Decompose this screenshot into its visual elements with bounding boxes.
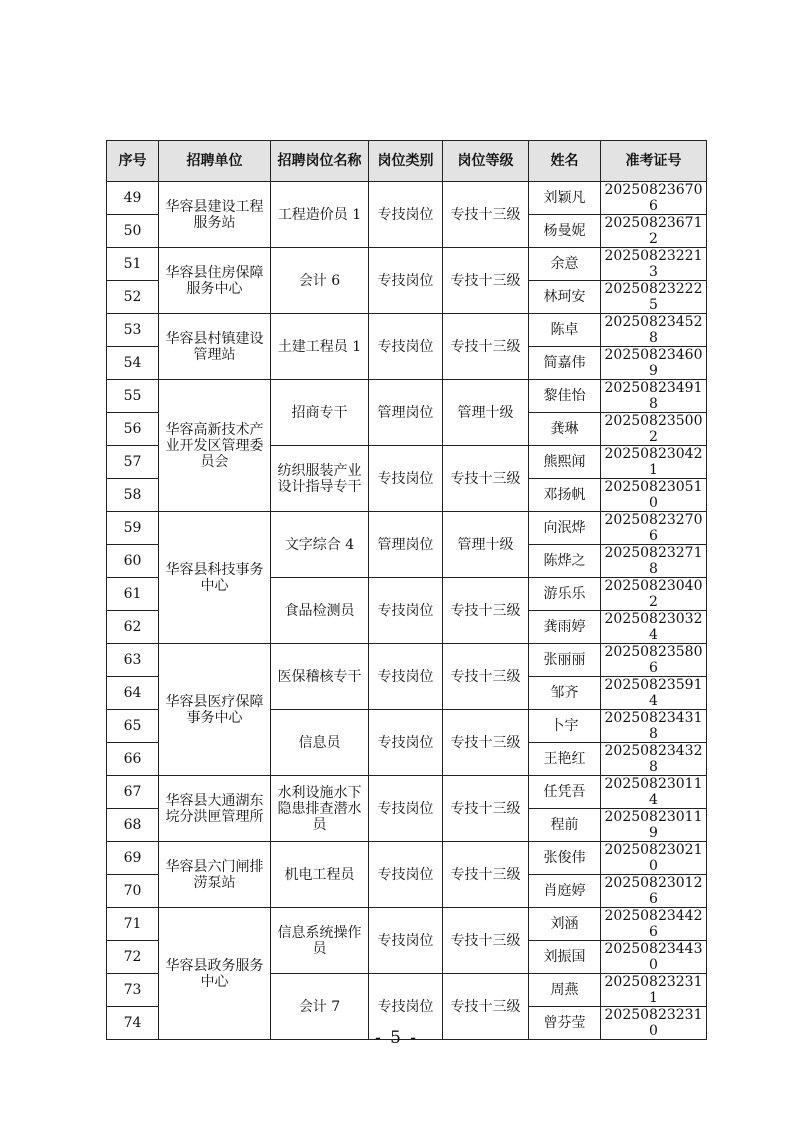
cell-category: 专技岗位 (369, 446, 443, 512)
cell-grade: 专技十三级 (443, 974, 529, 1040)
cell-ticket: 202508230324 (601, 611, 707, 644)
cell-serial: 55 (107, 380, 159, 413)
candidate-roster-table (106, 140, 707, 1040)
cell-name: 邓扬帆 (529, 479, 601, 512)
cell-ticket: 202508234528 (601, 314, 707, 347)
cell-ticket: 202508232225 (601, 281, 707, 314)
cell-category: 专技岗位 (369, 644, 443, 710)
header-ticket: 准考证号 (601, 141, 707, 182)
cell-unit: 华容县建设工程服务站 (159, 182, 271, 248)
cell-grade: 专技十三级 (443, 314, 529, 380)
table-row (107, 644, 707, 677)
cell-name: 任凭吾 (529, 776, 601, 809)
cell-unit: 华容县科技事务中心 (159, 512, 271, 644)
cell-ticket: 202508232311 (601, 974, 707, 1007)
cell-unit: 华容县村镇建设管理站 (159, 314, 271, 380)
page-number: - 5 - (374, 1028, 419, 1048)
cell-serial: 66 (107, 743, 159, 776)
cell-ticket: 202508232213 (601, 248, 707, 281)
cell-category: 专技岗位 (369, 776, 443, 842)
cell-grade: 专技十三级 (443, 908, 529, 974)
cell-ticket: 202508234609 (601, 347, 707, 380)
cell-unit: 华容县大通湖东垸分洪匣管理所 (159, 776, 271, 842)
cell-serial: 74 (107, 1007, 159, 1040)
cell-name: 向泯烨 (529, 512, 601, 545)
cell-name: 黎佳怡 (529, 380, 601, 413)
cell-serial: 51 (107, 248, 159, 281)
cell-name: 王艳红 (529, 743, 601, 776)
header-position: 招聘岗位名称 (271, 141, 369, 182)
cell-ticket: 202508230402 (601, 578, 707, 611)
cell-position: 会计 7 (271, 974, 369, 1040)
cell-serial: 56 (107, 413, 159, 446)
cell-name: 陈烨之 (529, 545, 601, 578)
header-unit: 招聘单位 (159, 141, 271, 182)
cell-grade: 专技十三级 (443, 578, 529, 644)
cell-name: 龚琳 (529, 413, 601, 446)
cell-unit: 华容县医疗保障事务中心 (159, 644, 271, 776)
cell-serial: 58 (107, 479, 159, 512)
cell-name: 周燕 (529, 974, 601, 1007)
cell-serial: 67 (107, 776, 159, 809)
cell-ticket: 202508230510 (601, 479, 707, 512)
header-category: 岗位类别 (369, 141, 443, 182)
cell-ticket: 202508230114 (601, 776, 707, 809)
table-row (107, 842, 707, 875)
cell-serial: 69 (107, 842, 159, 875)
header-grade: 岗位等级 (443, 141, 529, 182)
cell-serial: 71 (107, 908, 159, 941)
cell-name: 林珂安 (529, 281, 601, 314)
cell-grade: 专技十三级 (443, 182, 529, 248)
cell-name: 杨曼妮 (529, 215, 601, 248)
cell-name: 张俊伟 (529, 842, 601, 875)
cell-position: 医保稽核专干 (271, 644, 369, 710)
cell-serial: 65 (107, 710, 159, 743)
cell-name: 曾芬莹 (529, 1007, 601, 1040)
cell-serial: 68 (107, 809, 159, 842)
cell-category: 专技岗位 (369, 314, 443, 380)
cell-unit: 华容县六门闸排涝泵站 (159, 842, 271, 908)
table-row (107, 908, 707, 941)
cell-category: 专技岗位 (369, 578, 443, 644)
cell-serial: 61 (107, 578, 159, 611)
cell-name: 邹齐 (529, 677, 601, 710)
cell-serial: 53 (107, 314, 159, 347)
cell-category: 专技岗位 (369, 710, 443, 776)
cell-serial: 72 (107, 941, 159, 974)
cell-serial: 59 (107, 512, 159, 545)
cell-ticket: 202508234426 (601, 908, 707, 941)
header-name: 姓名 (529, 141, 601, 182)
cell-name: 熊熙闻 (529, 446, 601, 479)
table-row (107, 512, 707, 545)
cell-position: 招商专干 (271, 380, 369, 446)
cell-category: 管理岗位 (369, 512, 443, 578)
cell-serial: 62 (107, 611, 159, 644)
cell-name: 肖庭婷 (529, 875, 601, 908)
cell-unit: 华容高新技术产业开发区管理委员会 (159, 380, 271, 512)
cell-position: 机电工程员 (271, 842, 369, 908)
cell-name: 卜宇 (529, 710, 601, 743)
cell-grade: 专技十三级 (443, 842, 529, 908)
cell-name: 陈卓 (529, 314, 601, 347)
table-row (107, 182, 707, 215)
cell-name: 刘涵 (529, 908, 601, 941)
cell-name: 简嘉伟 (529, 347, 601, 380)
cell-unit: 华容县政务服务中心 (159, 908, 271, 1040)
cell-ticket: 202508235002 (601, 413, 707, 446)
cell-category: 专技岗位 (369, 248, 443, 314)
cell-position: 会计 6 (271, 248, 369, 314)
cell-ticket: 202508232310 (601, 1007, 707, 1040)
cell-serial: 70 (107, 875, 159, 908)
cell-grade: 专技十三级 (443, 776, 529, 842)
cell-ticket: 202508235806 (601, 644, 707, 677)
cell-name: 张丽丽 (529, 644, 601, 677)
cell-name: 刘振国 (529, 941, 601, 974)
table-row (107, 380, 707, 413)
cell-position: 食品检测员 (271, 578, 369, 644)
cell-position: 土建工程员 1 (271, 314, 369, 380)
cell-name: 刘颖凡 (529, 182, 601, 215)
cell-grade: 专技十三级 (443, 248, 529, 314)
cell-serial: 73 (107, 974, 159, 1007)
cell-name: 余意 (529, 248, 601, 281)
cell-category: 专技岗位 (369, 842, 443, 908)
cell-category: 管理岗位 (369, 380, 443, 446)
cell-position: 文字综合 4 (271, 512, 369, 578)
table-body (107, 182, 707, 1040)
header-serial: 序号 (107, 141, 159, 182)
table-row (107, 248, 707, 281)
cell-serial: 63 (107, 644, 159, 677)
cell-ticket: 202508235914 (601, 677, 707, 710)
cell-serial: 52 (107, 281, 159, 314)
cell-ticket: 202508236712 (601, 215, 707, 248)
cell-ticket: 202508230210 (601, 842, 707, 875)
cell-category: 专技岗位 (369, 182, 443, 248)
cell-ticket: 202508230126 (601, 875, 707, 908)
cell-grade: 专技十三级 (443, 446, 529, 512)
table-row (107, 314, 707, 347)
cell-category: 专技岗位 (369, 974, 443, 1040)
cell-serial: 50 (107, 215, 159, 248)
cell-position: 纺织服装产业设计指导专干 (271, 446, 369, 512)
cell-grade: 管理十级 (443, 380, 529, 446)
cell-position: 信息系统操作员 (271, 908, 369, 974)
cell-category: 专技岗位 (369, 908, 443, 974)
cell-ticket: 202508234318 (601, 710, 707, 743)
table-header-row (107, 141, 707, 182)
cell-grade: 管理十级 (443, 512, 529, 578)
cell-ticket: 202508234430 (601, 941, 707, 974)
cell-serial: 49 (107, 182, 159, 215)
cell-ticket: 202508230421 (601, 446, 707, 479)
cell-name: 程前 (529, 809, 601, 842)
cell-serial: 57 (107, 446, 159, 479)
cell-ticket: 202508232718 (601, 545, 707, 578)
table-row (107, 776, 707, 809)
cell-position: 信息员 (271, 710, 369, 776)
cell-grade: 专技十三级 (443, 644, 529, 710)
cell-serial: 64 (107, 677, 159, 710)
cell-grade: 专技十三级 (443, 710, 529, 776)
cell-ticket: 202508230119 (601, 809, 707, 842)
cell-name: 龚雨婷 (529, 611, 601, 644)
cell-serial: 54 (107, 347, 159, 380)
cell-ticket: 202508234328 (601, 743, 707, 776)
cell-ticket: 202508236706 (601, 182, 707, 215)
cell-name: 游乐乐 (529, 578, 601, 611)
cell-ticket: 202508232706 (601, 512, 707, 545)
cell-ticket: 202508234918 (601, 380, 707, 413)
cell-position: 工程造价员 1 (271, 182, 369, 248)
cell-position: 水利设施水下隐患排查潜水员 (271, 776, 369, 842)
cell-serial: 60 (107, 545, 159, 578)
cell-unit: 华容县住房保障服务中心 (159, 248, 271, 314)
